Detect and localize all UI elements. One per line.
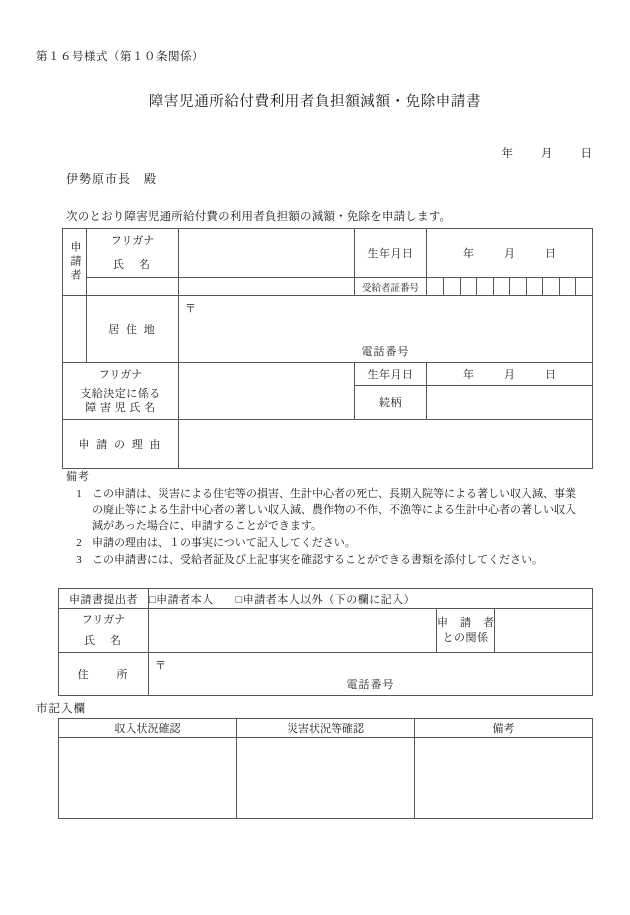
remarks-item-text [92, 487, 614, 535]
submitter-table [58, 588, 593, 696]
city-cell-disaster[interactable] [237, 738, 415, 819]
submitter-name-input[interactable] [149, 628, 437, 653]
remarks-item-line: この申請は、災害による住宅等の損害、生計中心者の死亡、長期入院等による著しい収入減、事業 [92, 487, 576, 500]
cert-number-cell[interactable] [526, 278, 543, 295]
remarks-block [66, 470, 614, 569]
applicant-name-input[interactable] [179, 251, 355, 278]
date-month-label: 月 [541, 148, 553, 160]
child-name-input[interactable] [179, 385, 355, 420]
child-birth-month-label: 月 [504, 368, 515, 381]
submitter-name-label-cell [59, 628, 149, 653]
checkbox-option-self[interactable]: □申請者本人 [149, 593, 214, 606]
table-row [59, 738, 593, 819]
reason-label-cell [63, 420, 179, 469]
submitter-address-label: 住 所 [77, 669, 130, 681]
city-header-income: 収入状況確認 [59, 719, 237, 738]
cert-number-cell[interactable] [427, 278, 444, 295]
remarks-item-number: 2 [76, 536, 82, 549]
child-birth-input[interactable] [427, 363, 593, 386]
addressee: 伊勢原市長 殿 [66, 172, 158, 186]
child-birth-day-label: 日 [545, 368, 556, 381]
submitter-phone-label: 電話番号 [346, 679, 395, 691]
applicant-name-spacer-right [179, 278, 355, 296]
child-birth-year-label: 年 [463, 368, 474, 381]
cert-number-cell[interactable] [460, 278, 477, 295]
remarks-title: 備考 [66, 471, 90, 483]
applicant-vertical-label-cell-2 [63, 296, 87, 363]
cert-number-cell[interactable] [493, 278, 510, 295]
residence-label: 居 住 地 [108, 324, 157, 336]
submitter-furigana-label: フリガナ [81, 613, 126, 626]
residence-label-cell [87, 296, 179, 363]
residence-input[interactable] [179, 296, 593, 363]
remarks-item-line: の廃止等による生計中心者の著しい収入減、農作物の不作、不漁等による生計中心者の著しい収入 [92, 503, 576, 516]
city-header-disaster: 災害状況等確認 [237, 719, 415, 738]
remarks-item [66, 487, 614, 535]
cert-number-cell[interactable] [510, 278, 527, 295]
page-title: 障害児通所給付費利用者負担額減額・免除申請書 [148, 94, 482, 110]
remarks-item-line: 申請の理由は、１の事実について記入してください。 [92, 536, 356, 549]
city-cell-income[interactable] [59, 738, 237, 819]
child-furigana-label: フリガナ [98, 369, 143, 381]
remarks-item-line: この申請書には、受給者証及び上記事実を確認することができる書類を添付してください。 [92, 553, 543, 566]
city-section-label: 市記入欄 [36, 703, 86, 715]
postal-mark-icon: 〒 [155, 660, 166, 672]
submitter-address-label-cell [59, 653, 149, 696]
submitter-relation-label-line2: との関係 [442, 631, 489, 644]
applicant-vertical-label-cell [63, 229, 87, 296]
applicant-furigana-input[interactable] [179, 229, 355, 252]
child-name-label-line2: 障 害 児 氏 名 [85, 402, 156, 414]
remarks-item-line: 減があった場合に、申請することができます。 [92, 519, 323, 532]
cert-number-cell[interactable] [576, 278, 593, 295]
applicant-label: 申請者 [69, 241, 81, 283]
table-row-child-name [63, 363, 593, 386]
remarks-item-number: 1 [76, 487, 82, 500]
remarks-item-number: 3 [76, 553, 82, 566]
table-row-reason [63, 420, 593, 469]
submitter-type-options [149, 589, 593, 609]
child-birth-label: 生年月日 [367, 368, 414, 381]
relation-label: 続柄 [379, 397, 402, 410]
table-row-submitter-furigana [59, 609, 593, 629]
table-row-residence [63, 296, 593, 363]
applicant-furigana-label: フリガナ [110, 235, 155, 247]
relation-input[interactable] [427, 385, 593, 420]
applicant-birth-day-label: 日 [545, 248, 556, 260]
submitter-furigana-label-cell [59, 609, 149, 629]
table-row-cert-number [63, 278, 593, 296]
cert-number-cell[interactable] [559, 278, 576, 295]
city-cell-remarks[interactable] [415, 738, 593, 819]
submitter-furigana-input[interactable] [149, 609, 437, 629]
cert-number-cell[interactable] [543, 278, 560, 295]
applicant-birth-month-label: 月 [504, 248, 515, 260]
child-name-label-line1: 支給決定に係る [80, 388, 161, 401]
checkbox-option-other[interactable]: □申請者本人以外（下の欄に記入） [235, 593, 416, 606]
applicant-birth-label-cell [355, 229, 427, 278]
intro-sentence: 次のとおり障害児通所給付費の利用者負担額の減額・免除を申請します。 [66, 211, 452, 223]
cert-number-cells-container [427, 278, 593, 296]
child-furigana-label-cell [63, 363, 179, 386]
remarks-item [66, 536, 614, 552]
applicant-name-spacer-left [87, 278, 179, 296]
cert-number-grid [427, 278, 592, 295]
remarks-item-text [92, 536, 614, 552]
table-row-child-name-input [63, 385, 593, 420]
submitter-relation-label-line1: 申 請 者 [437, 617, 495, 630]
submitter-label-cell [59, 589, 149, 609]
child-name-label-cell [63, 385, 179, 420]
city-header-remarks: 備考 [415, 719, 593, 738]
table-row-submitter-type [59, 589, 593, 609]
applicant-birth-input[interactable] [427, 229, 593, 278]
applicant-name-label-cell [87, 251, 179, 278]
applicant-name-label: 氏 名 [113, 259, 152, 271]
submitter-relation-input[interactable] [495, 609, 593, 653]
date-day-label: 日 [580, 148, 592, 160]
applicant-table [62, 228, 593, 469]
postal-mark-icon: 〒 [185, 303, 196, 315]
submitter-address-input[interactable] [149, 653, 593, 696]
child-furigana-input[interactable] [179, 363, 355, 386]
remarks-item [66, 553, 614, 569]
relation-label-cell [355, 385, 427, 420]
reason-input[interactable] [179, 420, 593, 469]
reason-label: 申 請 の 理 由 [78, 439, 163, 451]
applicant-birth-label: 生年月日 [367, 248, 414, 260]
city-table [58, 718, 593, 819]
date-year-label: 年 [501, 148, 513, 160]
table-row-submitter-address [59, 653, 593, 696]
submitter-name-label: 氏 名 [84, 635, 123, 647]
form-number: 第１６号様式（第１０条関係） [36, 51, 204, 63]
table-header-row [59, 719, 593, 738]
submitter-relation-label-cell [437, 609, 495, 653]
cert-number-cell[interactable] [477, 278, 494, 295]
table-row-applicant-name [63, 229, 593, 252]
cert-number-cell[interactable] [444, 278, 461, 295]
cert-number-label: 受給者証番号 [361, 283, 419, 294]
issue-date-line [502, 145, 593, 161]
applicant-furigana-label-cell [87, 229, 179, 252]
applicant-birth-year-label: 年 [463, 248, 474, 260]
phone-label: 電話番号 [361, 346, 410, 358]
cert-number-label-cell [355, 278, 427, 296]
child-birth-label-cell [355, 363, 427, 386]
remarks-item-text [92, 553, 614, 569]
submitter-label: 申請書提出者 [69, 593, 138, 606]
